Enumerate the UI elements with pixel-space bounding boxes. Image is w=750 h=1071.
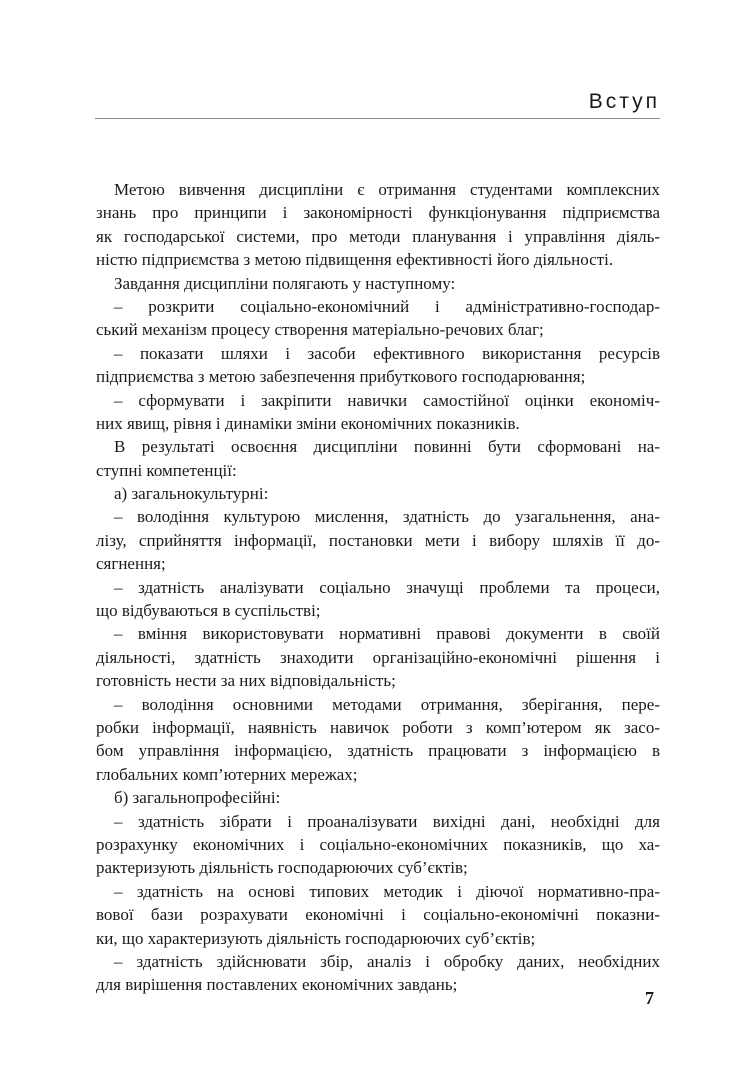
text-line: – здатність аналізувати соціально значущі проблеми та процеси, — [114, 577, 660, 597]
text-line: ністю підприємства з метою підвищення ефективності його діяльності. — [96, 250, 614, 270]
text-line: для вирішення поставлених економічних завдань; — [96, 975, 458, 995]
paragraph — [96, 389, 660, 436]
text-line: готовність нести за них відповідальність; — [96, 671, 396, 691]
text-line: а) загальнокультурні: — [114, 484, 269, 504]
text-line: – сформувати і закріпити навички самостійної оцінки економіч- — [114, 390, 660, 410]
text-line: – володіння культурою мислення, здатність до узагальнення, ана- — [114, 507, 660, 527]
paragraph — [96, 950, 660, 997]
text-line: – здатність здійснювати збір, аналіз і обробку даних, необхідних — [114, 951, 660, 971]
text-line: лізу, сприйняття інформації, постановки мети і вибору шляхів її до- — [96, 530, 660, 550]
paragraph — [96, 178, 660, 272]
text-line: В результаті освоєння дисципліни повинні бути сформовані на- — [114, 437, 660, 457]
text-line: – вміння використовувати нормативні правові документи в своїй — [114, 624, 660, 644]
text-line: – володіння основними методами отримання, зберігання, пере- — [114, 694, 660, 714]
text-line: Метою вивчення дисципліни є отримання студентами комплексних — [114, 180, 660, 199]
paragraph — [96, 435, 660, 482]
text-line: – показати шляхи і засоби ефективного використання ресурсів — [114, 343, 660, 363]
text-line: Завдання дисципліни полягають у наступному: — [114, 273, 456, 293]
paragraph — [96, 693, 660, 787]
paragraph — [96, 505, 660, 575]
text-line: бом управління інформацією, здатність працювати з інформацією в — [96, 741, 660, 761]
text-line: ки, що характеризують діяльність господарюючих суб’єктів; — [96, 928, 536, 948]
text-line: сягнення; — [96, 554, 166, 574]
text-line: – здатність зібрати і проаналізувати вихідні дані, необхідні для — [114, 811, 660, 831]
chapter-header — [95, 86, 660, 119]
text-line: як господарської системи, про методи планування і управління діяль- — [96, 226, 660, 246]
text-line: – розкрити соціально-економічний і адміністративно-господар- — [114, 296, 660, 316]
text-line: що відбуваються в суспільстві; — [96, 601, 321, 621]
paragraph — [96, 576, 660, 623]
paragraph — [96, 786, 660, 809]
chapter-title: Вступ — [588, 90, 660, 113]
paragraph — [96, 342, 660, 389]
text-line: них явищ, рівня і динаміки зміни економічних показників. — [96, 413, 520, 433]
paragraph — [96, 622, 660, 692]
paragraph — [96, 810, 660, 880]
text-line: розрахунку економічних і соціально-економічних показників, що ха- — [96, 834, 660, 854]
text-line: діяльності, здатність знаходити організаційно-економічні рішення і — [96, 647, 660, 667]
text-line: б) загальнопрофесійні: — [114, 788, 281, 808]
text-line: ський механізм процесу створення матеріально-речових благ; — [96, 320, 544, 340]
text-line: робки інформації, наявність навичок роботи з комп’ютером як засо- — [96, 717, 660, 737]
body-text — [96, 178, 660, 997]
text-line: рактеризують діяльність господарюючих суб’єктів; — [96, 858, 468, 878]
paragraph — [96, 295, 660, 342]
text-line: вової бази розрахувати економічні і соціально-економічні показни- — [96, 905, 660, 925]
text-line: – здатність на основі типових методик і діючої нормативно-пра- — [114, 881, 660, 901]
paragraph — [96, 272, 660, 295]
paragraph — [96, 880, 660, 950]
paragraph — [96, 482, 660, 505]
text-line: глобальних комп’ютерних мережах; — [96, 764, 358, 784]
text-line: знань про принципи і закономірності функціонування підприємства — [96, 203, 660, 223]
page-number: 7 — [645, 988, 654, 1008]
text-line: ступні компетенції: — [96, 460, 237, 480]
text-line: підприємства з метою забезпечення прибуткового господарювання; — [96, 367, 586, 387]
